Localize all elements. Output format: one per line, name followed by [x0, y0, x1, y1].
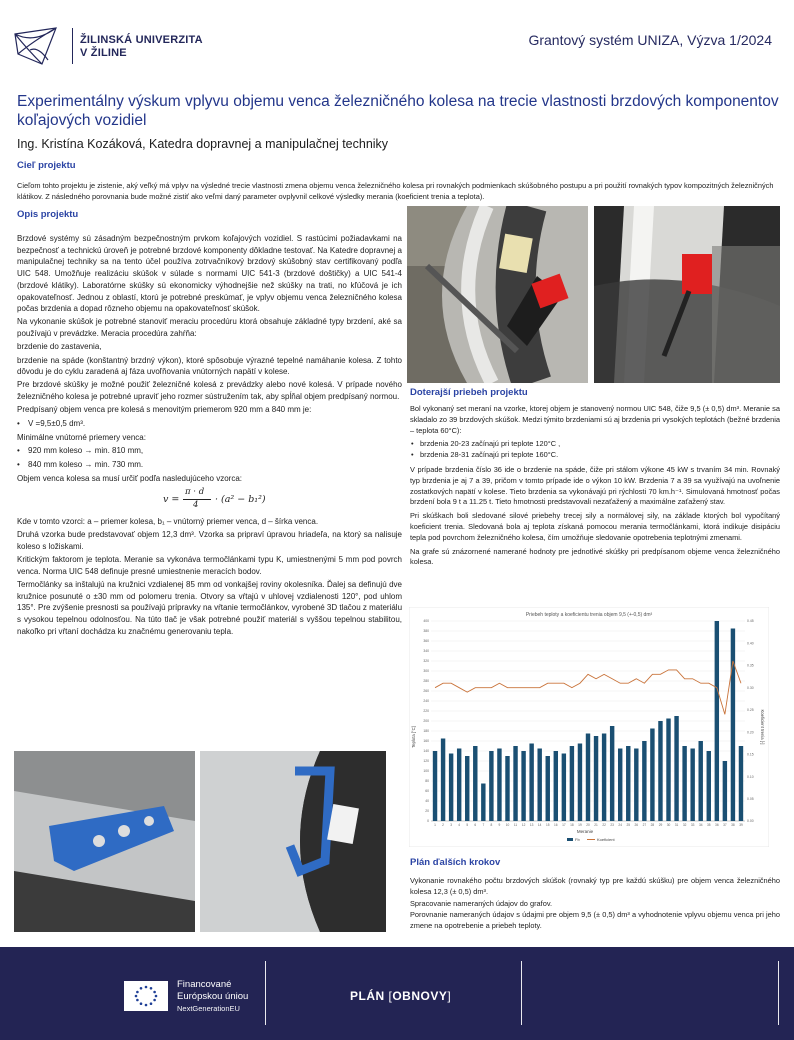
university-name-line1: ŽILINSKÁ UNIVERZITA [80, 34, 203, 46]
chart-bar [546, 756, 550, 821]
chart-x-tick-label: 32 [682, 823, 687, 827]
chart-bar [441, 739, 445, 822]
footer-divider [265, 961, 266, 1025]
progress-section [410, 387, 780, 571]
chart-y-tick-label: 240 [423, 699, 429, 704]
chart-bar [562, 754, 566, 822]
description-heading: Opis projektu [17, 209, 79, 220]
chart-x-tick-label: 2 [442, 823, 444, 827]
chart-y-tick-label: 0 [427, 819, 429, 824]
chart-bar [602, 734, 606, 822]
chart-bar [634, 749, 638, 822]
chart-x-tick-label: 9 [498, 823, 501, 827]
chart-y-tick-label: 120 [423, 759, 429, 764]
chart-y-tick-label: 380 [423, 629, 429, 634]
chart-y-tick-label: 320 [423, 659, 429, 664]
legend-label-line: Koeficient [597, 837, 615, 842]
chart-x-tick-label: 7 [482, 823, 485, 827]
chart-bar [739, 746, 743, 821]
description-paragraph: Objem venca kolesa sa musí určiť podľa nasledujúceho vzorca: [17, 474, 243, 484]
page-header [0, 0, 794, 78]
photo-wheel-jig-2 [594, 206, 780, 383]
chart-bar [473, 746, 477, 821]
next-steps-paragraph: Vykonanie rovnakého počtu brzdových skúšok (rovnaký typ pre každú skúšku) pre objem venca železničného kolesa 12,3 (± 0,5) dm³. [410, 876, 780, 896]
formula-rhs: · (a² − b₁²) [215, 494, 266, 506]
chart-x-tick-label: 31 [674, 823, 679, 827]
chart-y-tick-label: 200 [423, 719, 429, 724]
description-paragraph: Predpísaný objem venca pre kolesá s menovitým priemerom 920 mm a 840 mm je: [17, 405, 312, 415]
progress-paragraph: V prípade brzdenia číslo 36 ide o brzdenie na spáde, čiže pri stálom výkone 45 kW s trvaním 34 min. Rovnaký typ brzdenia je aj 7 a 39, pričom v tomto prípade ide o výkon 10 kW. Brzdenia 7 a 39 sa využívajú na uvoľnenie zostatkových napätí v kolese. Tieto brzdenia sa vykonávajú pri rýchlosti 70 km.h⁻¹. Simulovaná hmotnosť počas brzdení bola 9 t a 11.25 t. Tieto hmotnosti predstavovali nezaťažený a maximálne zaťažený stav. [410, 464, 780, 507]
chart-y-tick-label: 360 [423, 639, 429, 644]
chart-y-tick-label: 280 [423, 679, 429, 684]
chart-bar [699, 741, 703, 821]
chart-y-tick-label: 100 [423, 769, 429, 774]
chart-y-tick-label: 20 [425, 809, 429, 814]
chart-x-tick-label: 17 [562, 823, 566, 827]
chart-x-tick-label: 18 [570, 823, 574, 827]
description-paragraph: Kritickým faktorom je teplota. Meranie sa vykonáva termočlánkami typu K, umiestnenými 5 mm pod povrch venca. Norma UIC 548 definuje presné umiestnenie meracích bodov. [17, 555, 402, 576]
progress-heading: Doterajší priebeh projektu [410, 387, 528, 398]
chart-bar [570, 746, 574, 821]
chart-bar [497, 749, 501, 822]
chart-bar [537, 749, 541, 822]
logo-divider [72, 28, 73, 64]
grant-label: Grantový systém UNIZA, Výzva 1/2024 [528, 32, 772, 48]
chart-bar [594, 736, 598, 821]
progress-bullet: • brzdenia 20-23 začínajú pri teplote 120°C , [410, 439, 780, 450]
chart-x-tick-label: 37 [723, 823, 727, 827]
progress-paragraph: Pri skúškach boli sledované silové priebehy trecej sily a normálovej sily, na základe ktorých bol vypočítaný koeficient trenia. Sledovaná bola aj teplota získaná pomocou merania termočlánkami, ktorá indikuje disipáciu tepla pod povrchom železničného kolesa, čím umožňuje sledovanie opotrebenia teplotnými zmenami. [410, 511, 780, 542]
chart-x-tick-label: 30 [666, 823, 671, 827]
chart-bar [666, 719, 670, 822]
chart-x-tick-label: 23 [610, 823, 614, 827]
footer-divider [778, 961, 779, 1025]
chart-y-tick-label: 300 [423, 669, 429, 674]
eu-funding-line3: NextGenerationEU [177, 1004, 240, 1013]
chart-bar [433, 751, 437, 821]
progress-bullet: • brzdenia 28-31 začínajú pri teplote 160°C. [410, 450, 780, 461]
formula-numerator: π · d [185, 487, 205, 498]
chart-bar [554, 751, 558, 821]
chart-y2-tick-label: 0.30 [747, 685, 754, 690]
chart-y-tick-label: 80 [425, 779, 429, 784]
chart-y-tick-label: 180 [423, 729, 429, 734]
chart-y2-axis-label: Koeficient trenia [-] [760, 709, 765, 745]
chart-y-tick-label: 220 [423, 709, 429, 714]
chart-y-tick-label: 140 [423, 749, 429, 754]
chart-title: Priebeh teploty a koeficientu trenia objem 9,5 (+-0,5) dm³ [525, 612, 653, 618]
photo-drilling-jig-1 [14, 751, 195, 932]
chart-bar [610, 726, 614, 821]
chart-bar [489, 751, 493, 821]
chart-y-tick-label: 160 [423, 739, 429, 744]
progress-paragraph: Na grafe sú znázornené namerané hodnoty pre jednotlivé skúšky pri predpísanom objeme venca železničného kolesa. [410, 546, 780, 567]
chart-y2-tick-label: 0.15 [747, 752, 754, 757]
chart-x-tick-label: 26 [634, 823, 639, 827]
chart-y-tick-label: 60 [425, 789, 429, 794]
chart-bar [731, 629, 735, 822]
poster-title: Experimentálny výskum vplyvu objemu venca železničného kolesa na trecie vlastnosti brzdových komponentov koľajových vozidiel [17, 93, 779, 129]
chart-x-tick-label: 27 [642, 823, 647, 827]
photo-wheel-jig-1 [407, 206, 588, 383]
chart-x-tick-label: 4 [458, 823, 461, 827]
formula-lhs: v = [163, 494, 180, 506]
chart-bar [642, 741, 646, 821]
chart-y-tick-label: 260 [423, 689, 429, 694]
legend-swatch-bars [567, 838, 573, 841]
chart-y2-tick-label: 0.20 [747, 730, 754, 735]
chart-x-tick-label: 14 [537, 823, 542, 827]
chart-y2-tick-label: 0.10 [747, 774, 754, 779]
chart-y2-tick-label: 0.40 [747, 641, 754, 646]
eu-flag-icon [124, 981, 168, 1011]
eu-funding-line2: Európskou úniou [177, 991, 249, 1002]
formula-denominator: 4 [193, 500, 199, 511]
chart-bar [723, 761, 727, 821]
chart-bar [626, 746, 630, 821]
temperature-friction-chart [409, 607, 769, 847]
university-name-line2: V ŽILINE [80, 47, 127, 59]
chart-x-tick-label: 5 [466, 823, 469, 827]
goal-heading: Cieľ projektu [17, 160, 76, 171]
description-paragraph: Termočlánky sa inštalujú na kružnici vzdialenej 85 mm od vonkajšej roviny okolesníka. Ďalej sa definujú dve kružnice posunuté o ±30 mm od polomeru trenia. Otvory sa vŕtajú v uhlovej vzdialenosti 120°, pod uhlom 135°. Pre zvýšenie presnosti sa používajú prípravky na vŕtanie termočlánkov, vyrobené 3D tlačou z materiálu s vysokou tepelnou odolnosťou. Na túto tlač je však potrebné použiť materiál s vyššou tepelnou stabilitou, nakoľko pri vŕtaní dochádza ku značnému generovaniu tepla. [17, 580, 403, 636]
description-paragraph: Brzdové systémy sú zásadným bezpečnostným prvkom koľajových vozidiel. S rastúcimi požiadavkami na bezpečnosť a technickú úroveň je potrebné brzdové komponenty dôkladne testovať. Na Katedre dopravnej a manipulačnej techniky sa na tento účel používa zotrvačníkový brzdový skúšobný stav certifikovaný podľa UIC 548. Umožňuje realizáciu skúšok v súlade s normami UIC 541-3 (brzdové doštičky) a UIC 541-4 (brzdové klátiky). Laboratórne skúšky sú ekonomicky výhodnejšie než skúšky na trati, no kľúčová je ich opakovateľnosť. Jednou z oblastí, ktorú je potrebné preskúmať, je vplyv objemu venca železničného kolesa počas brzdenia a dopad rôzneho objemu na opakovateľnosť skúšok. [17, 234, 402, 314]
description-paragraph: brzdenie na spáde (konštantný brzdný výkon), ktoré spôsobuje výrazné tepelné namáhanie kolesa. Z tohto dôvodu je do cyklu zaradená aj fáza uvoľňovania vnútorných napätí v kolese. [17, 355, 402, 377]
eu-funding-line1: Financované [177, 979, 232, 990]
eu-funding-text [177, 979, 248, 1015]
next-steps-paragraph: Porovnanie nameraných údajov s údajmi pre objem 9,5 (± 0,5) dm³ a vyhodnotenie vplyvu objemu venca pri jeho zmene na opotrebenie a priebeh teploty. [410, 910, 780, 931]
next-steps-heading: Plán ďalších krokov [410, 857, 501, 868]
chart-x-tick-label: 20 [586, 823, 590, 827]
description-paragraph: Na vykonanie skúšok je potrebné stanoviť meraciu procedúru ktorá obsahuje základné typy brzdení, aké sa používajú v prevádzke. Meracia procedúra zahŕňa: [17, 317, 402, 339]
chart-y-tick-label: 400 [423, 619, 429, 624]
chart-bar [674, 716, 678, 821]
chart-x-tick-label: 8 [490, 823, 493, 827]
chart-x-tick-label: 21 [594, 823, 598, 827]
goal-text: Cieľom tohto projektu je zistenie, aký veľký má vplyv na výsledné trecie vlastnosti zmena objemu venca železničného kolesa pri rovnakých podmienkach skúšobného postupu a pri použití rovnakých typov kompozitných železničných klátikov. Z následného porovnania bude možné zistiť ako veľmi daný parameter ovplyvnil celkové výsledky merania (koeficient trenia a teplota). [17, 181, 774, 201]
photo-drilling-jig-2 [200, 751, 386, 932]
chart-x-tick-label: 28 [650, 823, 655, 827]
chart-x-tick-label: 39 [739, 823, 743, 827]
chart-bar [578, 744, 582, 822]
chart-x-tick-label: 36 [715, 823, 719, 827]
next-steps-paragraph: Spracovanie nameraných údajov do grafov. [410, 898, 553, 908]
chart-bar [449, 754, 453, 822]
chart-x-tick-label: 6 [474, 823, 477, 827]
chart-y2-tick-label: 0.05 [747, 796, 754, 801]
plan-obnovy-logo [350, 989, 451, 1003]
chart-x-tick-label: 29 [658, 823, 663, 827]
chart-bar [690, 749, 694, 822]
footer-divider [521, 961, 522, 1025]
chart-x-tick-label: 19 [578, 823, 582, 827]
next-steps-section [410, 857, 780, 935]
chart-y2-tick-label: 0.25 [747, 708, 754, 713]
chart-x-tick-label: 38 [731, 823, 735, 827]
description-paragraph: Pre brzdové skúšky je možné použiť železničné kolesá z prevádzky alebo nové kolesá. V prípade nového železničného kolesa je potrebné upraviť jeho rozmer sústružením tak, aby spĺňal objem predpísaný normou. [17, 380, 402, 402]
chart-x-tick-label: 25 [626, 823, 631, 827]
chart-bar [481, 784, 485, 822]
description-section [17, 209, 402, 639]
chart-x-tick-label: 35 [706, 823, 711, 827]
chart-bar [618, 749, 622, 822]
chart-bar [586, 734, 590, 822]
chart-svg [409, 607, 769, 847]
chart-bar [513, 746, 517, 821]
volume-formula [17, 489, 402, 511]
university-name [80, 34, 203, 60]
chart-bar [658, 721, 662, 821]
chart-bar [457, 749, 461, 822]
chart-bar [707, 751, 711, 821]
chart-bar [529, 744, 533, 822]
plan-logo-word1: PLÁN [350, 989, 389, 1003]
chart-x-tick-label: 15 [545, 823, 550, 827]
description-paragraph: Kde v tomto vzorci: a – priemer kolesa, b₁ – vnútorný priemer venca, d – šírka venca. [17, 517, 319, 527]
plan-logo-bracket-right: ] [447, 989, 452, 1003]
description-paragraph: Minimálne vnútorné priemery venca: [17, 432, 146, 442]
chart-bar [521, 751, 525, 821]
plan-logo-word2: OBNOVY [392, 989, 448, 1003]
chart-bar [505, 756, 509, 821]
chart-x-tick-label: 13 [529, 823, 534, 827]
chart-x-tick-label: 22 [602, 823, 606, 827]
author-line: Ing. Kristína Kozáková, Katedra dopravnej a manipulačnej techniky [17, 137, 389, 151]
chart-x-tick-label: 12 [521, 823, 526, 827]
chart-x-tick-label: 16 [554, 823, 558, 827]
progress-paragraph: Bol vykonaný set meraní na vzorke, ktorej objem je stanovený normou UIC 548, čiže 9,5 (± 0,5) dm³. Meranie sa skladalo zo 39 brzdových skúšok. Medzi týmito brzdeniami sú aj brzdenia pri vysokých teplotách (bežné brzdenia – teplota 60°C): [410, 404, 780, 435]
volume-bullet: • V =9,5±0,5 dm³. [17, 418, 402, 430]
description-paragraph: Druhá vzorka bude predstavovať objem 12,3 dm³. Vzorka sa pripraví úpravou hriadeľa, na ktorý sa nalisuje koleso s ložiskami. [17, 530, 402, 551]
chart-x-tick-label: 24 [618, 823, 622, 827]
chart-x-tick-label: 3 [450, 823, 453, 827]
chart-x-axis-label: Meranie [576, 829, 594, 834]
chart-bar [650, 729, 654, 822]
diameter-bullet-840: • 840 mm koleso → min. 730 mm. [17, 459, 402, 471]
chart-y-axis-label: Teplota [°C] [411, 726, 416, 748]
chart-bar [682, 746, 686, 821]
chart-y2-tick-label: 0.35 [747, 663, 754, 668]
chart-y2-tick-label: 0.00 [747, 819, 754, 824]
chart-x-tick-label: 1 [434, 823, 436, 827]
plan-logo-bracket-left: [ [388, 989, 393, 1003]
chart-y-tick-label: 340 [423, 649, 429, 654]
chart-bar [465, 756, 469, 821]
legend-label-bars: Fb [575, 837, 580, 842]
description-paragraph: brzdenie do zastavenia, [17, 342, 102, 352]
chart-x-tick-label: 33 [690, 823, 695, 827]
chart-x-tick-label: 11 [513, 823, 518, 827]
chart-x-tick-label: 34 [698, 823, 703, 827]
diameter-bullet-920: • 920 mm koleso → min. 810 mm, [17, 445, 402, 457]
chart-y-tick-label: 40 [425, 799, 429, 804]
university-logo-icon [12, 24, 62, 68]
chart-y2-tick-label: 0.45 [747, 619, 754, 624]
chart-bar [715, 621, 719, 821]
chart-x-tick-label: 10 [505, 823, 510, 827]
